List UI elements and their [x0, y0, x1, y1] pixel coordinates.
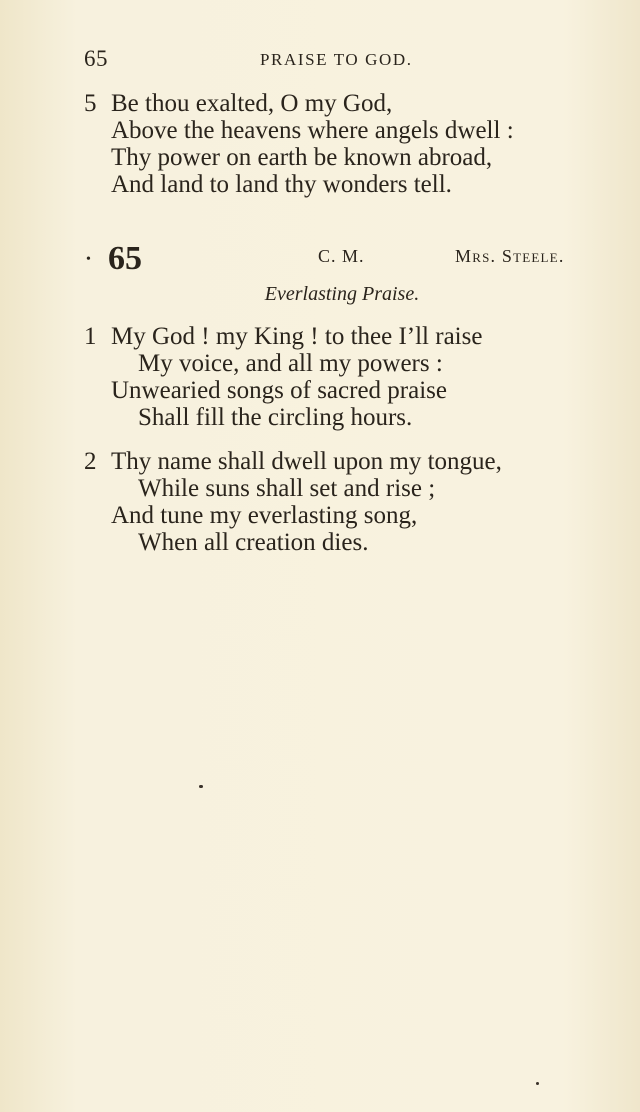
verse-line: Unwearied songs of sacred praise: [111, 377, 447, 404]
verse-line: Shall fill the circling hours.: [138, 404, 413, 431]
verse-line: While suns shall set and rise ;: [138, 475, 436, 502]
verse-line: Thy name shall dwell upon my tongue,: [111, 448, 502, 475]
stanza-number: 2: [84, 448, 97, 475]
stanza-number: 1: [84, 323, 97, 350]
verse-line: And tune my everlasting song,: [111, 502, 418, 529]
verse-line: Above the heavens where angels dwell :: [111, 117, 514, 144]
page-number: 65: [84, 46, 108, 71]
bullet-mark: •: [86, 252, 91, 267]
hymn-number: 65: [108, 240, 142, 277]
hymn-subtitle: Everlasting Praise.: [264, 283, 420, 305]
hymn-meter: C. M.: [318, 246, 365, 266]
running-head: [84, 46, 580, 76]
verse-line: Be thou exalted, O my God,: [111, 90, 393, 117]
verse-line: When all creation dies.: [138, 529, 369, 556]
running-title: PRAISE TO GOD.: [260, 50, 413, 69]
ink-speck: [536, 1082, 539, 1085]
hymn-header: [84, 240, 584, 276]
verse-line: Thy power on earth be known abroad,: [111, 144, 493, 171]
stanza-number: 5: [84, 90, 97, 117]
ink-speck: [199, 785, 203, 788]
verse-line: My voice, and all my powers :: [138, 350, 443, 377]
hymn-author: Mrs. Steele.: [455, 246, 565, 266]
verse-line: My God ! my King ! to thee I’ll raise: [111, 323, 483, 350]
verse-line: And land to land thy wonders tell.: [111, 171, 452, 198]
